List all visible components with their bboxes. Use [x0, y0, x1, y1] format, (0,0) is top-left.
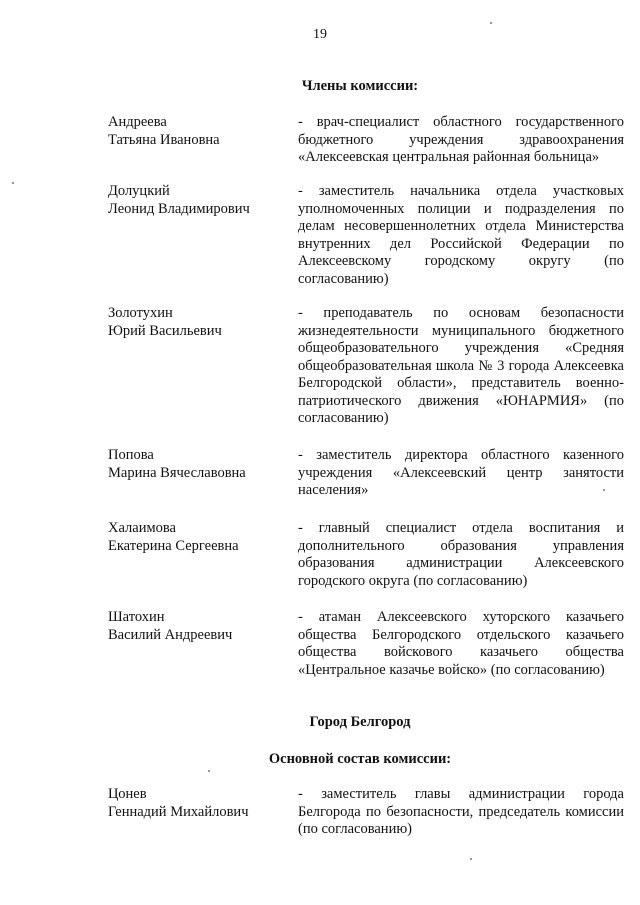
city-heading: Город Белгород: [309, 714, 411, 730]
scan-speck: [208, 770, 210, 772]
scan-speck: [470, 858, 472, 860]
member-role: - главный специалист отдела воспитания и дополнительного образования управления образования администрации Алексеевского городского округа (по согласованию): [298, 520, 624, 589]
scan-speck: [490, 22, 492, 24]
member-surname: Попова: [108, 447, 154, 463]
page-number: 19: [313, 27, 327, 42]
member-given-names: Геннадий Михайлович: [108, 803, 249, 820]
member-given-names: Екатерина Сергеевна: [108, 537, 239, 554]
member-role: - атаман Алексеевского хуторского казачьего общества Белгородского отдельского казачьего общества войскового казачьего общества «Центральное казачье войско» (по согласованию): [298, 609, 624, 678]
member-name: [108, 447, 288, 482]
member-surname: Золотухин: [108, 305, 173, 321]
member-name: [108, 609, 288, 644]
member-name: [108, 183, 288, 218]
member-name: [108, 114, 288, 149]
member-name: [108, 786, 288, 821]
member-name: [108, 305, 288, 340]
member-role: - врач-специалист областного государственного бюджетного учреждения здравоохранения «Алексеевская центральная районная больница»: [298, 114, 624, 165]
member-given-names: Марина Вячеславовна: [108, 464, 246, 481]
scan-speck: [12, 182, 14, 184]
member-given-names: Татьяна Ивановна: [108, 131, 220, 148]
main-composition-heading: Основной состав комиссии:: [268, 751, 452, 767]
member-name: [108, 520, 288, 555]
member-surname: Цонев: [108, 786, 147, 802]
member-given-names: Юрий Васильевич: [108, 322, 222, 339]
member-role: - заместитель главы администрации города Белгорода по безопасности, председатель комиссии (по согласованию): [298, 786, 624, 837]
member-surname: Халаимова: [108, 520, 176, 536]
member-role: - заместитель начальника отдела участковых уполномоченных полиции и подразделения по делам несовершеннолетних отдела Министерства внутренних дел Российской Федерации по Алексеевскому городскому округу (по согласованию): [298, 183, 624, 287]
member-surname: Шатохин: [108, 609, 165, 625]
member-role: - преподаватель по основам безопасности жизнедеятельности муниципального бюджетного общеобразовательного учреждения «Средняя общеобразовательная школа № 3 города Алексеевка Белгородской области», представитель военно-патриотического движения «ЮНАРМИЯ» (по согласованию): [298, 305, 624, 426]
member-given-names: Василий Андреевич: [108, 626, 233, 643]
member-given-names: Леонид Владимирович: [108, 200, 250, 217]
scan-speck: [603, 489, 605, 491]
member-surname: Долуцкий: [108, 183, 170, 199]
members-heading: Члены комиссии:: [301, 78, 419, 94]
member-role: - заместитель директора областного казенного учреждения «Алексеевский центр занятости населения»: [298, 447, 624, 498]
member-surname: Андреева: [108, 114, 167, 130]
